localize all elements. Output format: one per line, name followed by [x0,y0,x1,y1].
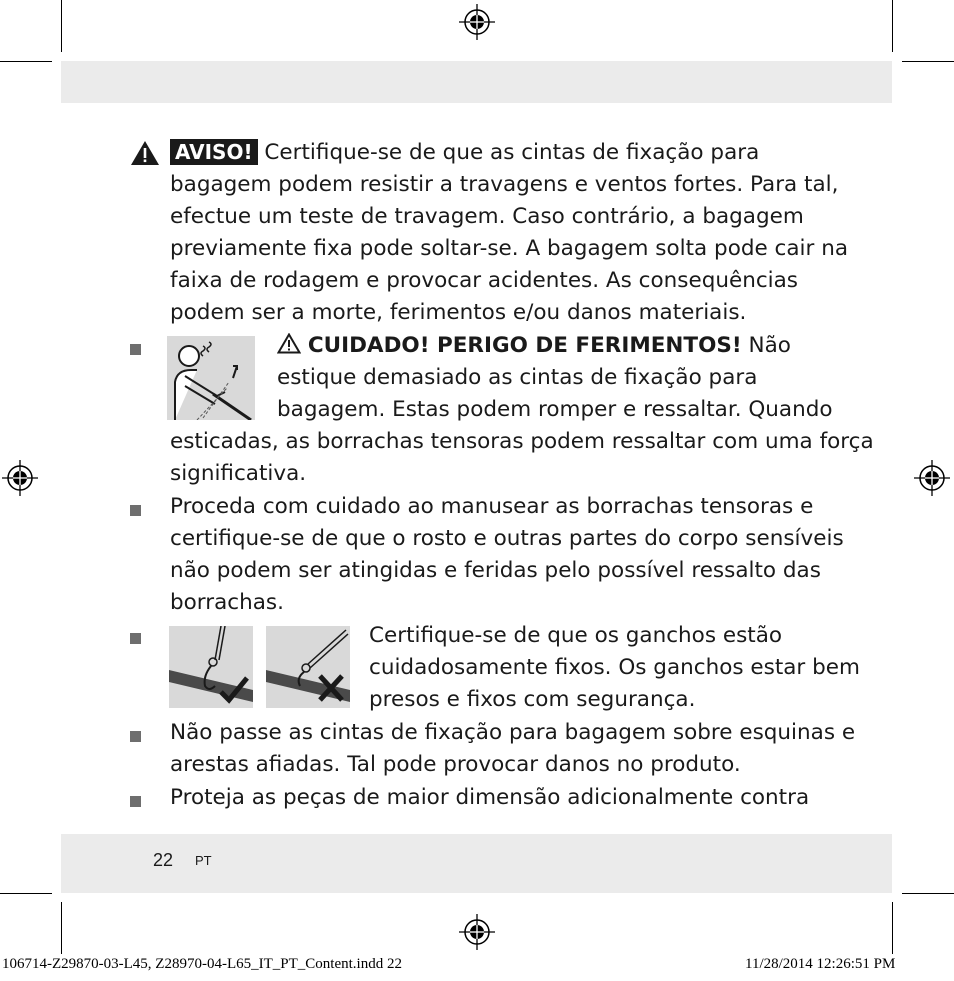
caution-heading: CUIDADO! PERIGO DE FERIMENTOS! [307,333,742,358]
caution-line: estique demasiado as cintas de fixação para [277,365,758,390]
crop-mark [902,893,954,894]
slug-date: 11/28/2014 12:26:51 PM [745,956,896,972]
warning-badge: AVISO! [170,139,258,165]
bullet-marker [130,633,141,644]
handling-line: não podem ser atingidas e feridas pelo possível ressalto das [170,558,821,583]
caution-paragraph [277,330,791,362]
warning-line: bagagem podem resistir a travagens e ventos fortes. Para tal, [170,172,839,197]
crop-mark [892,0,893,52]
registration-mark-icon [2,460,38,496]
bullet-marker [130,796,141,807]
footer-band [61,834,892,893]
hooks-line: cuidadosamente fixos. Os ganchos estar bem [369,655,860,680]
page-number: 22 [153,850,174,870]
crop-mark [892,902,893,954]
crop-mark [902,61,954,62]
handling-line: borrachas. [170,590,284,615]
handling-line: certifique-se de que o rosto e outras partes do corpo sensíveis [170,526,844,551]
warning-line: efectue um teste de travagem. Caso contrário, a bagagem [170,204,804,229]
bullet-marker [130,505,141,516]
bullet-marker [130,731,141,742]
crop-mark [61,0,62,52]
hooks-line: Certifique-se de que os ganchos estão [369,623,783,648]
edges-line: arestas afiadas. Tal pode provocar danos no produto. [170,752,741,777]
crop-mark [0,61,52,62]
slug-file: 106714-Z29870-03-L45, Z28970-04-L65_IT_PT_Content.indd 22 [2,956,402,972]
crop-mark [0,893,52,894]
crop-mark [61,902,62,954]
caution-line: Não [748,333,791,358]
warning-line: faixa de rodagem e provocar acidentes. As consequências [170,268,799,293]
caution-line: significativa. [170,461,307,486]
registration-mark-icon [914,460,950,496]
warning-line: Certifique-se de que as cintas de fixação para [264,140,760,165]
registration-mark-icon [459,914,495,950]
warning-line: podem ser a morte, ferimentos e/ou danos materiais. [170,300,747,325]
language-code: PT [195,853,212,868]
hooks-line: presos e fixos com segurança. [369,687,696,712]
warning-triangle-icon [277,333,301,354]
warning-paragraph [170,137,759,169]
bullet-marker [130,344,141,355]
warning-line: previamente fixa pode soltar-se. A bagagem solta pode cair na [170,236,849,261]
registration-mark-icon [459,4,495,40]
protect-line: Proteja as peças de maior dimensão adicionalmente contra [170,785,810,810]
injury-illustration [167,336,255,420]
caution-line: esticadas, as borrachas tensoras podem ressaltar com uma força [170,429,874,454]
caution-line: bagagem. Estas podem romper e ressaltar. Quando [277,397,833,422]
hook-correct-illustration [169,626,253,708]
handling-line: Proceda com cuidado ao manusear as borrachas tensoras e [170,494,814,519]
header-band [61,61,892,103]
hook-wrong-illustration [266,626,350,708]
edges-line: Não passe as cintas de fixação para bagagem sobre esquinas e [170,720,856,745]
warning-triangle-icon [130,140,160,166]
